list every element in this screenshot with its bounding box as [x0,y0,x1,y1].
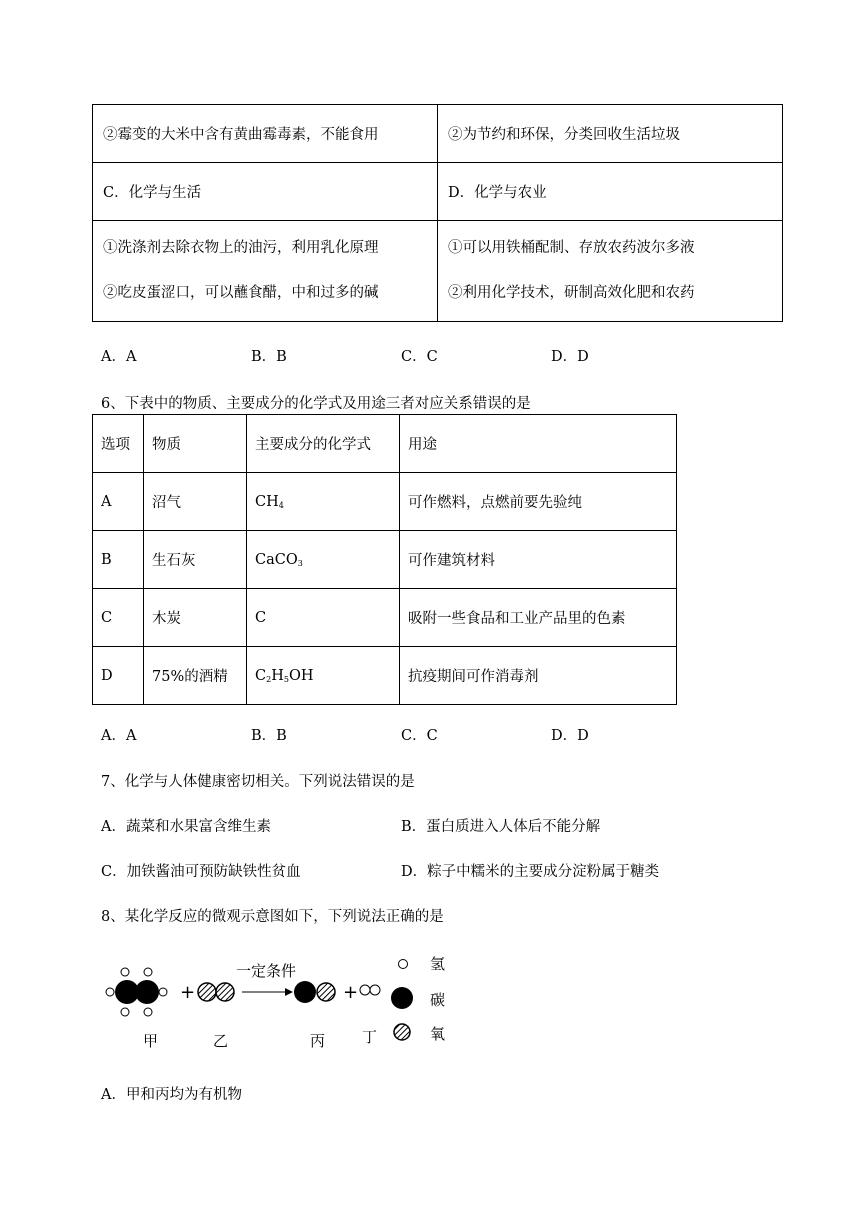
q6-stem: 6、下表中的物质、主要成分的化学式及用途三者对应关系错误的是 [101,396,531,412]
q6-header: 选项 [93,415,144,473]
molecule-bing [294,981,335,1003]
q6-substance: 沼气 [144,473,247,531]
q5-cell: C．化学与生活 [93,163,438,221]
q6-header: 主要成分的化学式 [247,415,400,473]
legend-c-icon [391,987,413,1009]
q5-option-b[interactable]: B．B [251,349,287,365]
formula-main: CH [255,493,279,510]
q5-line: ①可以用铁桶配制、存放农药波尔多液 [448,240,695,256]
legend-h-icon [399,960,408,969]
formula-sub: 2 [266,674,272,684]
q5-cell: ②为节约和环保，分类回收生活垃圾 [438,105,783,163]
q5-line: ②吃皮蛋涩口，可以蘸食醋，中和过多的碱 [103,285,379,301]
formula-main: OH [288,667,314,684]
q6-option-c[interactable]: C．C [401,728,438,744]
q5-line: ①洗涤剂去除衣物上的油污，利用乳化原理 [103,240,379,256]
formula-sub: 4 [278,500,284,510]
q5-line: ②利用化学技术，研制高效化肥和农药 [448,285,695,301]
formula-sub: 3 [297,558,303,568]
legend-label-h: 氢 [430,955,446,973]
legend-label-c: 碳 [430,991,446,1009]
reaction-condition: 一定条件 [236,962,297,980]
label-yi: 乙 [213,1032,229,1050]
q6-use: 吸附一些食品和工业产品里的色素 [400,589,677,647]
formula-main: H [271,667,284,684]
q6-use: 可作燃料，点燃前要先验纯 [400,473,677,531]
q8-stem: 8、某化学反应的微观示意图如下，下列说法正确的是 [101,909,444,925]
molecule-yi [198,983,234,1001]
formula-sub: 5 [283,674,289,684]
q7-option-b[interactable]: B．蛋白质进入人体后不能分解 [401,819,601,835]
q5-cell-double [93,221,438,322]
q5-cell: ②霉变的大米中含有黄曲霉毒素，不能食用 [93,105,438,163]
q6-option-a[interactable]: A．A [101,728,137,744]
q6-opt: D [93,647,144,705]
formula-main: CaCO [255,551,298,568]
table-row [93,647,677,705]
q6-formula [247,473,400,531]
q5-cell-double [438,221,783,322]
q6-option-b[interactable]: B．B [251,728,287,744]
q5-option-d[interactable]: D．D [551,349,589,365]
q6-use: 可作建筑材料 [400,531,677,589]
label-bing: 丙 [310,1032,326,1050]
q6-formula [247,647,400,705]
q7-option-a[interactable]: A．蔬菜和水果富含维生素 [101,819,271,835]
plus-sign: + [343,982,359,1003]
q7-stem: 7、化学与人体健康密切相关。下列说法错误的是 [101,774,415,790]
q6-substance: 75%的酒精 [144,647,247,705]
molecule-ding [360,985,380,995]
label-jia: 甲 [143,1032,159,1050]
legend-o-icon [394,1024,410,1040]
table-row [93,531,677,589]
q6-opt: B [93,531,144,589]
q6-substance: 木炭 [144,589,247,647]
arrow-head [285,988,293,996]
molecule-jia [106,968,167,1016]
plus-sign: + [180,982,196,1003]
q6-formula: C [247,589,400,647]
q6-header: 物质 [144,415,247,473]
label-ding: 丁 [362,1028,378,1046]
legend-label-o: 氧 [430,1025,446,1043]
q6-formula [247,531,400,589]
table-row [93,589,677,647]
q6-header: 用途 [400,415,677,473]
q6-substance: 生石灰 [144,531,247,589]
q5-option-a[interactable]: A．A [101,349,137,365]
q6-table [92,414,677,705]
q7-option-c[interactable]: C．加铁酱油可预防缺铁性贫血 [101,864,301,880]
q6-opt: A [93,473,144,531]
table-row [93,473,677,531]
q6-use: 抗疫期间可作消毒剂 [400,647,677,705]
q6-option-d[interactable]: D．D [551,728,589,744]
q6-opt: C [93,589,144,647]
q8-option-a[interactable]: A．甲和丙均为有机物 [101,1087,242,1103]
formula-main: C [255,667,267,684]
q7-option-d[interactable]: D．粽子中糯米的主要成分淀粉属于糖类 [401,864,660,880]
reaction-diagram [100,950,460,1055]
q5-cell: D．化学与农业 [438,163,783,221]
q5-table [92,104,783,322]
q5-option-c[interactable]: C．C [401,349,438,365]
